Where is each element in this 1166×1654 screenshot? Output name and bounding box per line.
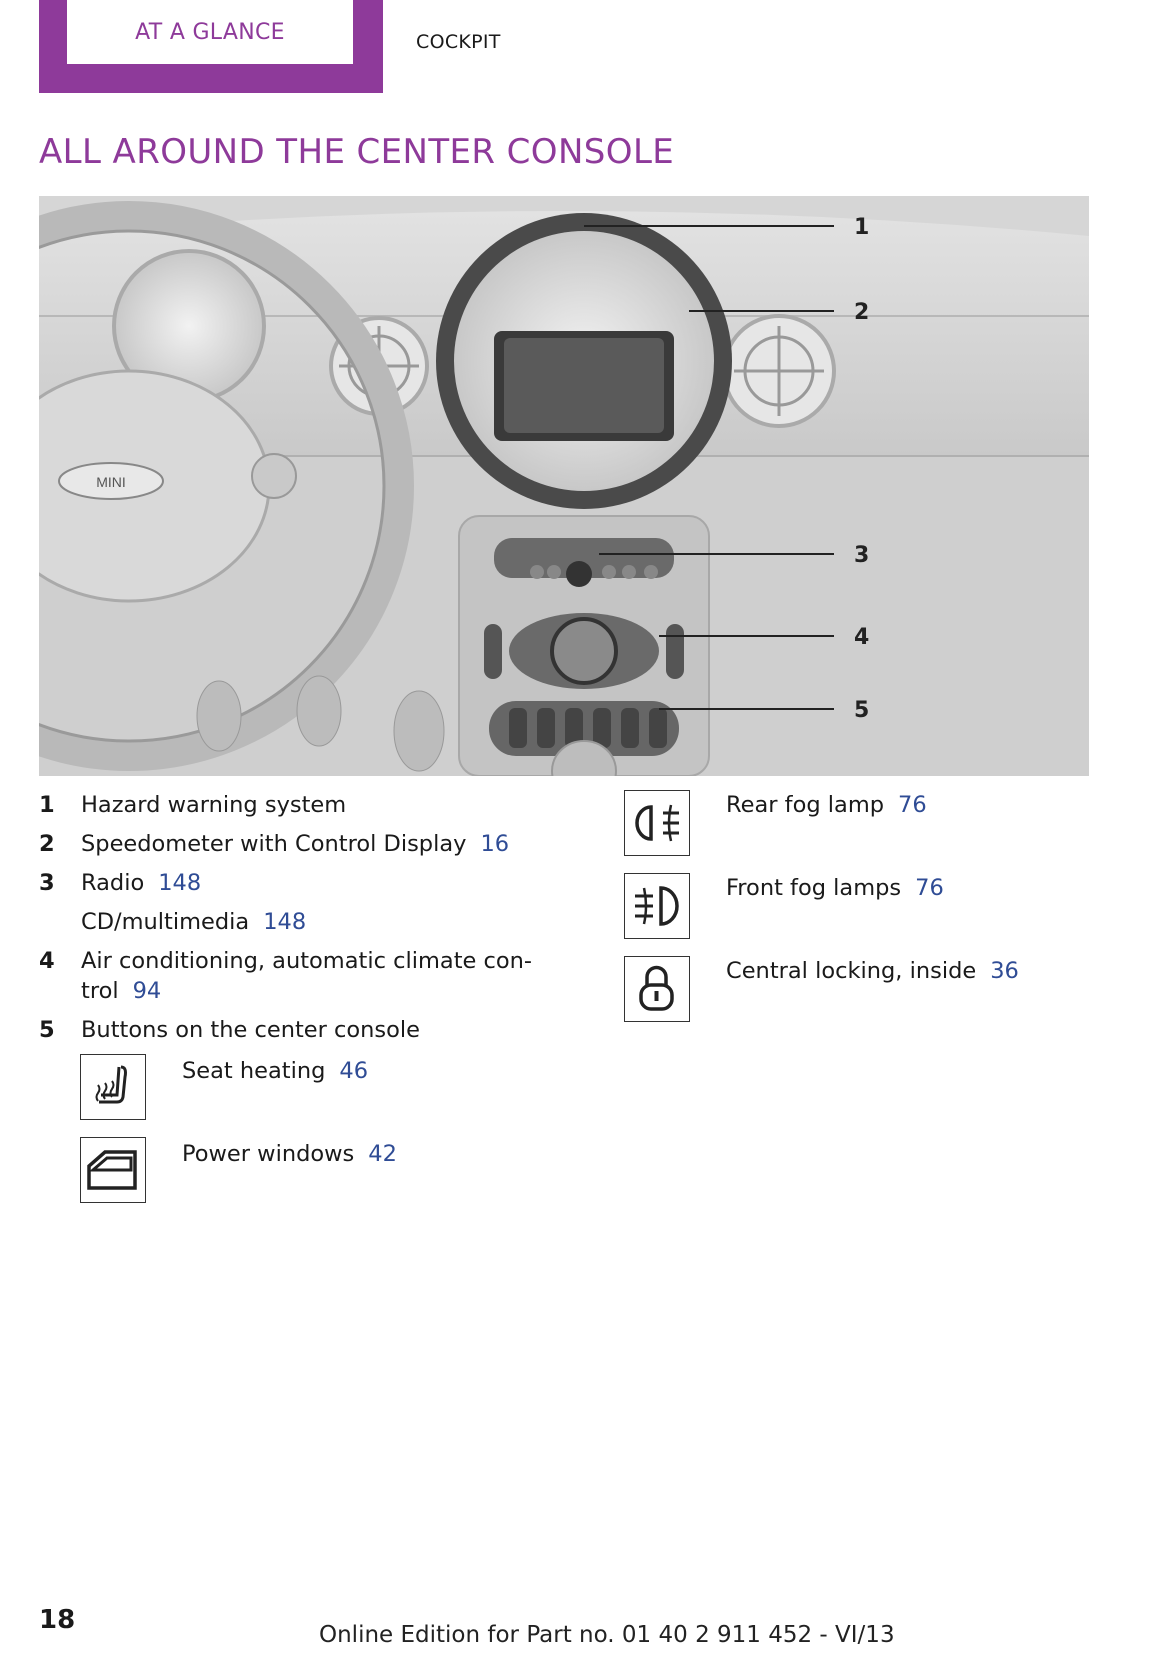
page-ref-link[interactable]: 16	[480, 831, 510, 857]
callout-5: 5	[854, 698, 870, 723]
page-title: ALL AROUND THE CENTER CONSOLE	[39, 132, 675, 172]
item-label: Air conditioning, automatic climate con- trol 94	[81, 948, 533, 1004]
page-number: 18	[39, 1605, 76, 1635]
item-number: 4	[39, 948, 55, 974]
page-ref-link[interactable]: 42	[368, 1141, 397, 1167]
tab-label: AT A GLANCE	[135, 19, 285, 45]
page-ref-link[interactable]: 36	[990, 958, 1019, 984]
page-ref-link[interactable]: 94	[132, 978, 162, 1004]
central-locking-label: Central locking, inside 36	[726, 958, 1019, 984]
item-number: 1	[39, 792, 55, 818]
item-label: Radio 148	[81, 870, 202, 896]
page-ref-link[interactable]: 148	[158, 870, 202, 896]
header-tab-inner	[67, 0, 353, 64]
mini-logo: MINI	[96, 474, 126, 490]
header-tab	[39, 0, 383, 93]
page-ref-link[interactable]: 76	[915, 875, 944, 901]
page-ref-link[interactable]: 148	[263, 909, 307, 935]
item-number: 5	[39, 1017, 55, 1043]
item-label: CD/multimedia 148	[81, 909, 307, 935]
power-windows-label: Power windows 42	[182, 1141, 397, 1167]
front-fog-lamps-label: Front fog lamps 76	[726, 875, 944, 901]
item-number: 3	[39, 870, 55, 896]
section-label: COCKPIT	[416, 31, 501, 53]
dashboard-drawing	[39, 196, 1089, 776]
rear-fog-lamp-label: Rear fog lamp 76	[726, 792, 927, 818]
central-locking-icon	[624, 956, 690, 1022]
rear-fog-lamp-icon	[624, 790, 690, 856]
item-number: 2	[39, 831, 55, 857]
callout-3: 3	[854, 543, 870, 568]
seat-heating-icon	[80, 1054, 146, 1120]
seat-heating-label: Seat heating 46	[182, 1058, 369, 1084]
edition-footer: Online Edition for Part no. 01 40 2 911 452 - VI/13	[319, 1622, 895, 1648]
item-label: Buttons on the center console	[81, 1017, 421, 1043]
page-ref-link[interactable]: 46	[339, 1058, 369, 1084]
center-console-illustration	[39, 196, 1089, 776]
power-windows-icon	[80, 1137, 146, 1203]
page-ref-link[interactable]: 76	[898, 792, 927, 818]
front-fog-lamps-icon	[624, 873, 690, 939]
callout-1: 1	[854, 215, 870, 240]
item-label: Hazard warning system	[81, 792, 347, 818]
callout-2: 2	[854, 300, 870, 325]
callout-4: 4	[854, 625, 870, 650]
item-label: Speedometer with Control Display 16	[81, 831, 510, 857]
